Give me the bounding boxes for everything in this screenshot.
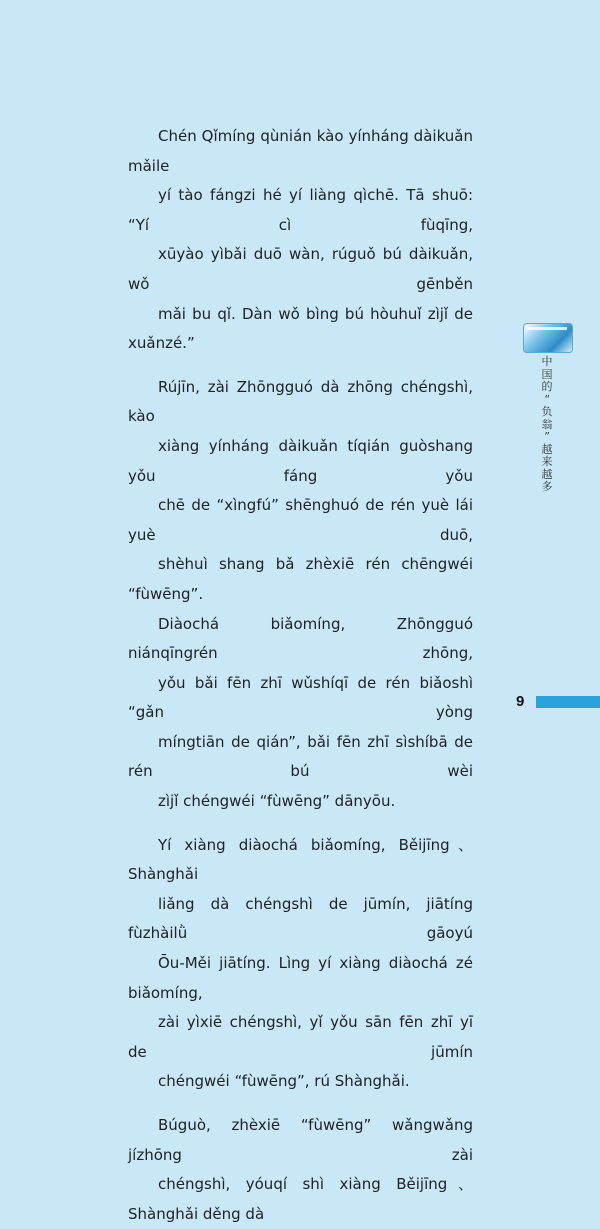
text-line: Rújīn, zài Zhōngguó dà zhōng chéngshì, kào (128, 377, 473, 426)
paragraph (128, 373, 473, 817)
side-title-char: 国 (541, 367, 553, 381)
side-title-char: 来 (541, 455, 553, 468)
text-line: chéngwéi “fùwēng”, rú Shànghǎi. (158, 1072, 410, 1091)
text-line: Chén Qǐmíng qùnián kào yínháng dàikuǎn mǎile (128, 127, 473, 175)
text-line: mǎi bu qǐ. Dàn wǒ bìng bú hòuhuǐ zìjǐ de xuǎnzé.” (128, 304, 473, 353)
side-title-char: 越 (541, 467, 553, 481)
side-title-char: 越 (541, 442, 553, 456)
side-title-char: “ (544, 392, 550, 406)
text-line: xiàng yínháng dàikuǎn tíqián guòshang yǒu fáng yǒu (128, 436, 473, 485)
text-line: míngtiān de qián”, bǎi fēn zhī sìshíbā de rén bú wèi (128, 732, 473, 781)
paragraph (128, 1111, 473, 1229)
card-stripe (527, 327, 567, 330)
text-line: liǎng dà chéngshì de jūmín, jiātíng fùzhàilǜ gāoyú (128, 894, 473, 943)
side-title-char: 多 (541, 480, 553, 493)
text-line: shèhuì shang bǎ zhèxiē rén chēngwéi “fùwēng”. (128, 555, 473, 603)
text-line: Diàochá biǎomíng, Zhōngguó niánqīngrén zhōng, (128, 614, 473, 663)
text-line: yí tào fángzi hé yí liàng qìchē. Tā shuō: “Yí cì fùqīng, (128, 186, 473, 234)
side-title-char: ” (544, 430, 550, 443)
page-accent-bar (536, 696, 600, 708)
side-title-char: 负 (541, 405, 553, 418)
text-line: Búguò, zhèxiē “fùwēng” wǎngwǎng jízhōng zài (128, 1116, 473, 1164)
text-line: zài yìxiē chéngshì, yǐ yǒu sān fēn zhī yī de jūmín (128, 1013, 473, 1061)
side-title-char: 的 (541, 380, 553, 393)
text-line: yǒu bǎi fēn zhī wǔshíqī de rén biǎoshì “gǎn yòng (128, 673, 473, 722)
text-line: Ōu-Měi jiātíng. Lìng yí xiàng diàochá zé biǎomíng, (128, 954, 473, 1002)
side-title-char: 中 (541, 355, 553, 368)
paragraph (128, 122, 473, 359)
text-line: chē de “xìngfú” shēnghuó de rén yuè lái yuè duō, (128, 496, 473, 544)
card-thumbnail-image (523, 323, 573, 353)
article-body (128, 122, 473, 1229)
text-line: xūyào yìbǎi duō wàn, rúguǒ bú dàikuǎn, wǒ gēnběn (128, 245, 473, 293)
text-line: chéngshì, yóuqí shì xiàng Běijīng、Shànghǎi děng dà (128, 1175, 473, 1223)
text-line: Yí xiàng diàochá biǎomíng, Běijīng、Shànghǎi (128, 835, 473, 884)
side-title-char: 翁 (541, 417, 553, 431)
text-line: zìjǐ chéngwéi “fùwēng” dānyōu. (158, 792, 396, 811)
paragraph (128, 831, 473, 1097)
page-number: 9 (516, 693, 525, 710)
chapter-side-title (535, 356, 559, 494)
